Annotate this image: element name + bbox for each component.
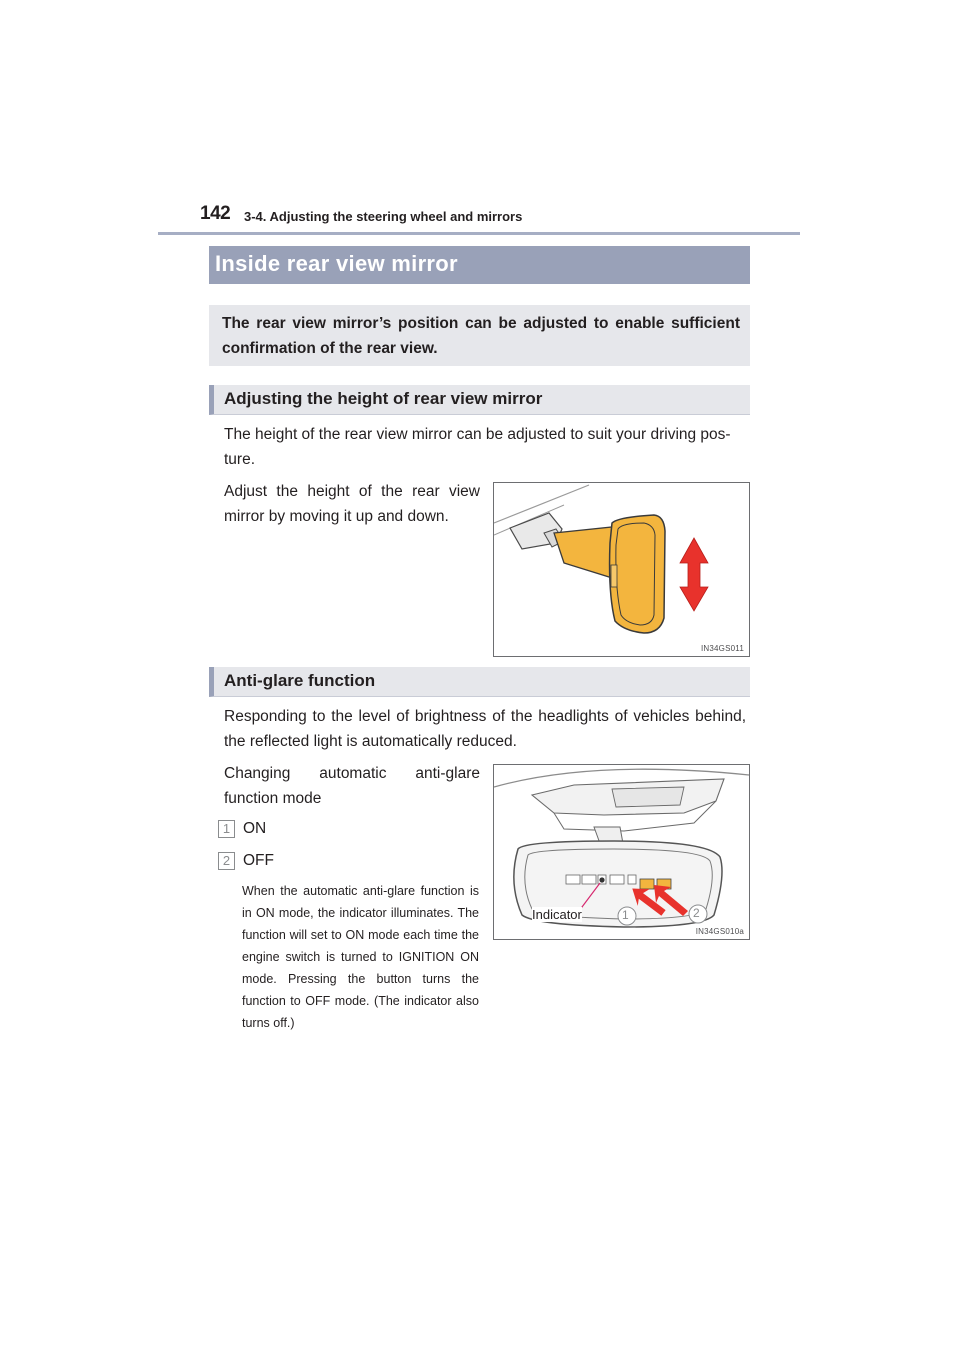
section-antiglare-paragraph: Responding to the level of brightness of the headlights of vehicles behind, the reflected light is automatically reduced. [224, 708, 746, 750]
section-height-paragraph-line2: ture. [224, 451, 256, 468]
section-antiglare-heading: Anti-glare function [224, 671, 376, 690]
figure-callout-1: 1 [622, 908, 629, 922]
indicator-label: Indicator [532, 907, 582, 922]
page-title: Inside rear view mirror [215, 251, 458, 276]
item-label-on: ON [243, 820, 267, 837]
chapter-title: 3-4. Adjusting the steering wheel and mirrors [244, 209, 523, 224]
intro-text: The rear view mirror’s position can be adjusted to enable sufficient confirmation of the rear view. [222, 315, 740, 357]
section-height-heading: Adjusting the height of rear view mirror [224, 389, 543, 408]
antiglare-mode-label: Changing automatic anti-glare function mode [224, 765, 480, 807]
antiglare-figure [493, 764, 750, 940]
section-height-instruction: Adjust the height of the rear view mirror by moving it up and down. [224, 483, 480, 525]
item-number-1: 1 [218, 820, 235, 838]
figure-code: IN34GS011 [700, 644, 744, 653]
mirror-height-illustration [494, 483, 749, 656]
item-label-off: OFF [243, 852, 274, 869]
figure-code: IN34GS010a [695, 927, 744, 936]
item-number-2: 2 [218, 852, 235, 870]
section-height-paragraph-line1: The height of the rear view mirror can be adjusted to suit your driving pos- [224, 426, 731, 443]
page-number: 142 [200, 203, 231, 224]
mirror-height-figure [493, 482, 750, 657]
antiglare-note: When the automatic anti-glare function is in ON mode, the indicator illuminates. The function will set to ON mode each time the engine switch is turned to IGNITION ON mode. Pressing the button turns the function to OFF mode. (The indicator also turns off.) [242, 884, 479, 1030]
header-rule [158, 232, 800, 235]
figure-callout-2: 2 [693, 906, 700, 920]
